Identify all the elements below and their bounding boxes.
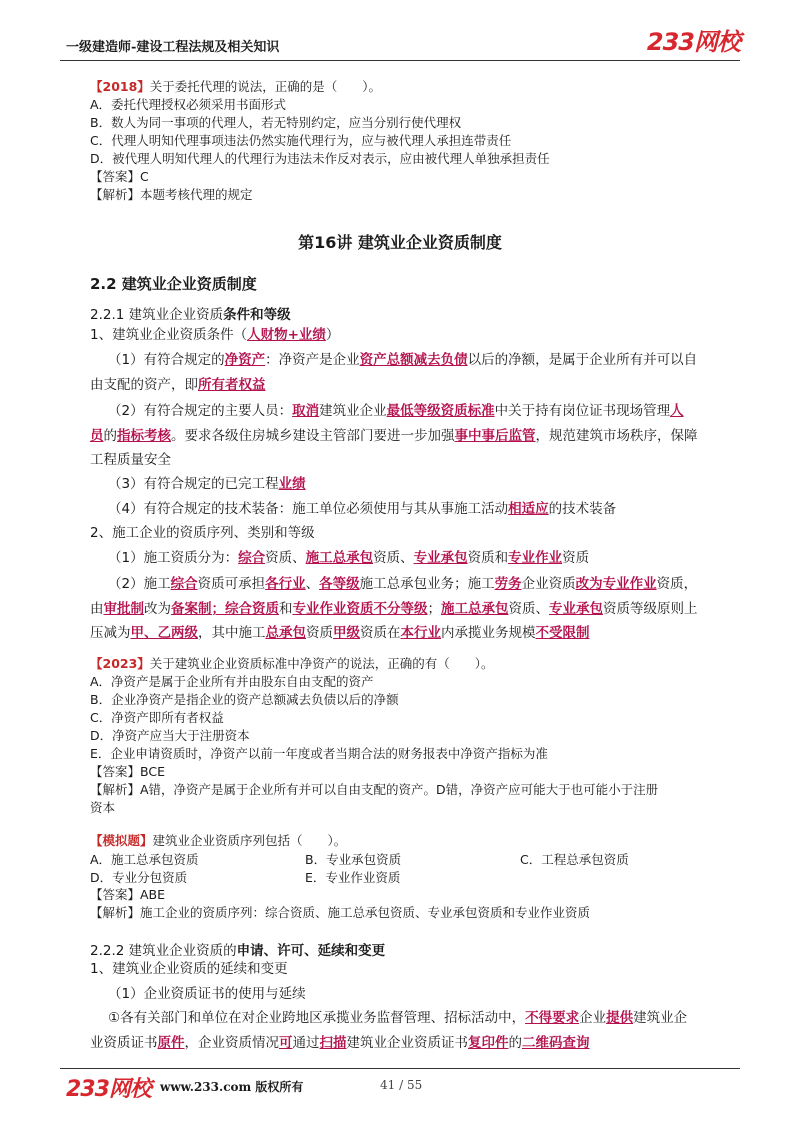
para-qualification-reform-cont: 由审批制改为备案制；综合资质和专业作业资质不分等级；施工总承包资质、专业承包资质等级原则上: [90, 601, 698, 617]
q2018-analysis: 【解析】本题考核代理的规定: [90, 187, 253, 202]
q2023-option-b: B．企业净资产是指企业的资产总额减去负债以后的净额: [90, 692, 399, 707]
q2023-analysis: 【解析】A错，净资产是属于企业所有并可以自由支配的资产。D错，净资产应可能大于也可能小于注册: [90, 782, 659, 797]
para-certificate-rule: ①各有关部门和单位在对企业跨地区承揽业务监督管理、招标活动中，不得要求企业提供建筑业企: [108, 1010, 688, 1026]
section-2-2-2-heading: 2.2.2 建筑业企业资质的申请、许可、延续和变更: [90, 943, 386, 959]
q2018-option-a: A．委托代理授权必须采用书面形式: [90, 97, 287, 112]
qmock-stem: 【模拟题】建筑业企业资质序列包括（ ）。: [90, 833, 347, 848]
para-main-personnel-end: 工程质量安全: [90, 452, 171, 468]
para-qualification-reform: （2）施工综合资质可承担各行业、各等级施工总承包业务；施工劳务企业资质改为专业作业资质，: [108, 576, 698, 592]
qmock-option-a: A．施工总承包资质: [90, 852, 199, 867]
page-number: 41 / 55: [380, 1078, 423, 1092]
para-completed-projects: （3）有符合规定的已完工程业绩: [108, 476, 306, 492]
para-net-assets-cont: 由支配的资产，即所有者权益: [90, 377, 266, 393]
lecture-title: 第16讲 建筑业企业资质制度: [298, 233, 502, 252]
q2023-option-a: A．净资产是属于企业所有并由股东自由支配的资产: [90, 674, 374, 689]
qmock-option-b: B．专业承包资质: [305, 852, 402, 867]
qmock-option-d: D．专业分包资质: [90, 870, 188, 885]
q2023-answer: 【答案】BCE: [90, 764, 165, 779]
page-header: [60, 18, 740, 60]
q2018-answer: 【答案】C: [90, 169, 149, 184]
para-qualification-series: 2、施工企业的资质序列、类别和等级: [90, 525, 315, 541]
brand-logo: 233网校: [646, 28, 740, 56]
section-2-2-1-heading: 2.2.1 建筑业企业资质条件和等级: [90, 307, 291, 323]
para-qualification-types: （1）施工资质分为：综合资质、施工总承包资质、专业承包资质和专业作业资质: [108, 550, 590, 566]
q2018-option-c: C．代理人明知代理事项违法仍然实施代理行为，应与被代理人承担连带责任: [90, 133, 512, 148]
para-renewal-change: 1、建筑业企业资质的延续和变更: [90, 961, 288, 977]
section-2-2-heading: 2.2 建筑业企业资质制度: [90, 275, 257, 293]
para-technical-equipment: （4）有符合规定的技术装备：施工单位必须使用与其从事施工活动相适应的技术装备: [108, 501, 617, 517]
q2023-option-e: E．企业申请资质时，净资产以前一年度或者当期合法的财务报表中净资产指标为准: [90, 746, 548, 761]
header-title: 一级建造师-建设工程法规及相关知识: [66, 40, 280, 55]
para-qualification-conditions: 1、建筑业企业资质条件（人财物+业绩）: [90, 327, 340, 343]
header-divider: [60, 60, 740, 61]
q2018-option-d: D．被代理人明知代理人的代理行为违法未作反对表示，应由被代理人单独承担责任: [90, 151, 550, 166]
qmock-analysis: 【解析】施工企业的资质序列：综合资质、施工总承包资质、专业承包资质和专业作业资质: [90, 905, 591, 920]
q2018-option-b: B．数人为同一事项的代理人，若无特别约定，应当分别行使代理权: [90, 115, 462, 130]
para-main-personnel: （2）有符合规定的主要人员：取消建筑业企业最低等级资质标准中关于持有岗位证书现场管理人: [108, 403, 684, 419]
footer-logo: 233网校: [66, 1077, 151, 1102]
q2018-stem: 【2018】关于委托代理的说法，正确的是（ ）。: [90, 79, 382, 94]
q2023-stem: 【2023】关于建筑业企业资质标准中净资产的说法，正确的有（ ）。: [90, 656, 494, 671]
footer-copyright: www.233.com 版权所有: [160, 1080, 304, 1094]
footer-divider: [60, 1068, 740, 1069]
qmock-option-e: E．专业作业资质: [305, 870, 401, 885]
q2023-option-d: D．净资产应当大于注册资本: [90, 728, 250, 743]
qmock-answer: 【答案】ABE: [90, 887, 166, 902]
para-certificate-rule-cont: 业资质证书原件，企业资质情况可通过扫描建筑业企业资质证书复印件的二维码查询: [90, 1035, 590, 1051]
para-certificate-use: （1）企业资质证书的使用与延续: [108, 986, 306, 1002]
qmock-option-c: C．工程总承包资质: [520, 852, 629, 867]
q2023-option-c: C．净资产即所有者权益: [90, 710, 224, 725]
para-qualification-reform-end: 压减为甲、乙两级，其中施工总承包资质甲级资质在本行业内承揽业务规模不受限制: [90, 625, 590, 641]
para-main-personnel-cont: 员的指标考核。要求各级住房城乡建设主管部门要进一步加强事中事后监管，规范建筑市场秩序，保障: [90, 428, 698, 444]
q2023-analysis-cont: 资本: [90, 800, 116, 815]
para-net-assets: （1）有符合规定的净资产：净资产是企业资产总额减去负债以后的净额，是属于企业所有并可以自: [108, 352, 698, 368]
